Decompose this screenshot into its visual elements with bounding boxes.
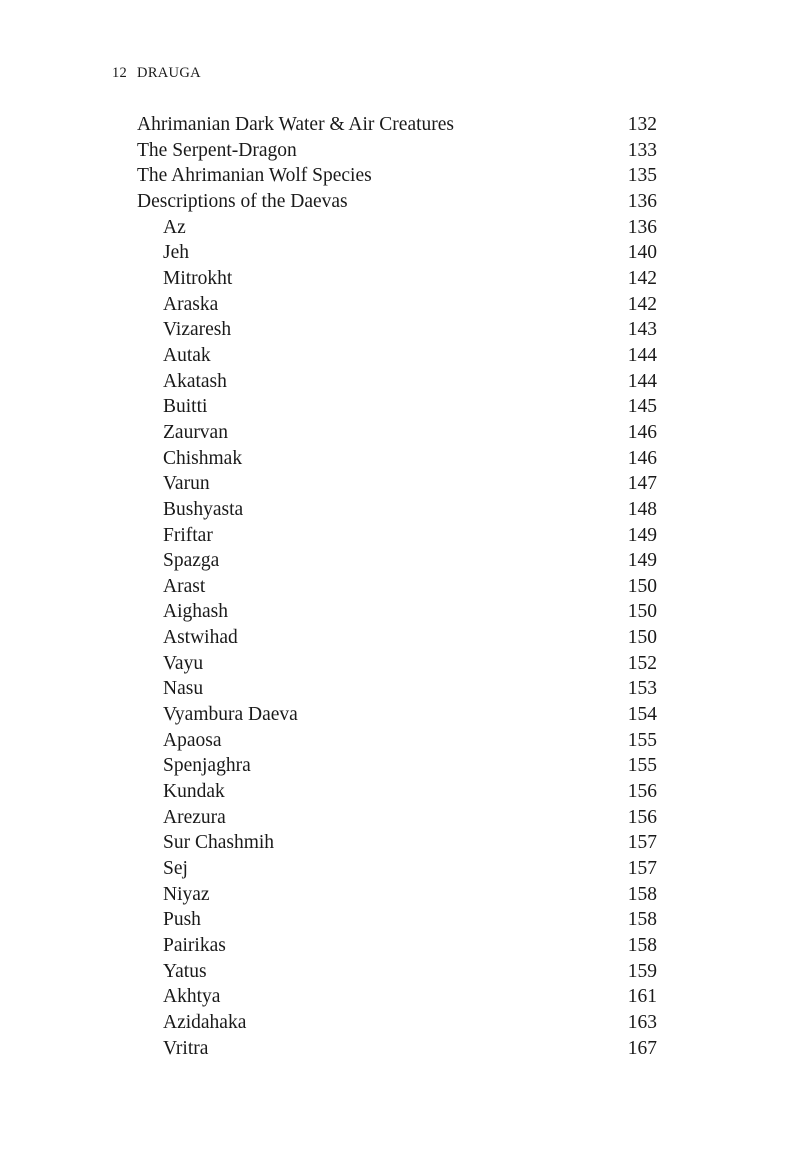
toc-entry-title: Apaosa [163,729,222,751]
running-head-title: DRAUGA [137,65,201,81]
toc-entry [137,343,657,369]
toc-entry-title: The Ahrimanian Wolf Species [137,165,372,187]
toc-entry-title: Kundak [163,781,225,803]
toc-entry-title: Sur Chashmih [163,832,275,854]
table-of-contents [137,112,657,1061]
toc-entry [137,240,657,266]
toc-entry-title: Spazga [163,550,220,572]
toc-entry-page-number: 143 [627,319,657,341]
toc-entry [137,728,657,754]
toc-entry-title: Descriptions of the Daevas [137,190,348,212]
toc-entry-title: Nasu [163,678,204,700]
toc-entry-page-number: 156 [627,781,657,803]
toc-entry [137,984,657,1010]
toc-entry-page-number: 163 [627,1011,657,1033]
toc-entry-title: Az [163,216,186,238]
toc-entry-title: Pairikas [163,935,226,956]
toc-entry-title: Buitti [163,396,208,418]
toc-entry-title: Chishmak [163,447,243,469]
toc-entry-page-number: 142 [627,293,657,315]
toc-entry-page-number: 149 [627,550,657,572]
toc-entry [137,471,657,497]
toc-entry [137,702,657,728]
toc-entry-title: Vizaresh [163,319,232,341]
toc-entry-title: Friftar [163,524,213,546]
toc-entry-page-number: 152 [627,652,657,674]
toc-entry [137,266,657,292]
toc-entry [137,497,657,523]
toc-entry-page-number: 154 [627,704,657,726]
toc-entry-title: Zaurvan [163,421,228,443]
toc-entry [137,651,657,677]
toc-entry-page-number: 142 [627,267,657,289]
toc-entry-title: Yatus [163,960,207,982]
toc-entry-page-number: 132 [627,114,657,135]
toc-entry [137,548,657,574]
toc-entry-page-number: 147 [627,473,657,495]
toc-entry-page-number: 157 [627,858,657,880]
toc-entry [137,292,657,318]
toc-entry-page-number: 167 [627,1037,657,1059]
toc-entry-page-number: 155 [627,729,657,751]
toc-entry [137,574,657,600]
toc-entry-page-number: 145 [627,396,657,418]
toc-entry-page-number: 135 [627,165,657,187]
toc-entry [137,112,657,138]
toc-entry-title: Vritra [163,1037,209,1059]
toc-entry [137,959,657,985]
toc-entry-title: Sej [163,858,188,880]
running-head [112,64,201,82]
toc-entry-page-number: 150 [627,601,657,623]
toc-entry-page-number: 156 [627,806,657,828]
toc-entry [137,138,657,164]
toc-entry-title: Aighash [163,601,228,623]
toc-entry [137,1010,657,1036]
toc-entry-page-number: 153 [627,678,657,700]
toc-entry [137,394,657,420]
toc-entry-page-number: 146 [627,421,657,443]
toc-entry-page-number: 146 [627,447,657,469]
toc-entry-page-number: 144 [627,370,657,392]
toc-entry-page-number: 159 [627,960,657,982]
toc-entry [137,420,657,446]
toc-entry-page-number: 157 [627,832,657,854]
toc-entry [137,856,657,882]
toc-entry-title: Autak [163,344,211,366]
toc-entry [137,882,657,908]
toc-entry [137,1036,657,1062]
toc-entry-page-number: 136 [627,190,657,212]
toc-entry-title: The Serpent-Dragon [137,139,297,161]
toc-entry-title: Bushyasta [163,498,244,520]
toc-entry [137,933,657,959]
toc-entry [137,446,657,472]
toc-entry-title: Akhtya [163,986,221,1008]
toc-entry [137,625,657,651]
toc-entry-page-number: 158 [627,909,657,931]
toc-entry-title: Vayu [163,652,204,674]
toc-entry-page-number: 140 [627,242,657,264]
toc-entry [137,163,657,189]
toc-entry-title: Ahrimanian Dark Water & Air Creatures [137,114,455,135]
toc-entry-title: Niyaz [163,883,210,905]
toc-entry [137,779,657,805]
toc-entry-page-number: 133 [627,139,657,161]
toc-entry [137,189,657,215]
toc-entry-title: Jeh [163,242,189,264]
toc-entry-title: Mitrokht [163,267,233,289]
toc-entry-title: Varun [163,473,210,495]
toc-entry-page-number: 150 [627,627,657,649]
toc-entry [137,676,657,702]
toc-entry-page-number: 161 [627,986,657,1008]
toc-entry [137,599,657,625]
toc-entry-page-number: 149 [627,524,657,546]
toc-entry [137,215,657,241]
toc-entry-title: Akatash [163,370,227,392]
toc-entry-title: Arezura [163,806,226,828]
toc-entry-title: Vyambura Daeva [163,704,298,726]
toc-entry-title: Araska [163,293,219,315]
toc-entry [137,830,657,856]
toc-entry-title: Azidahaka [163,1011,247,1033]
page-number: 12 [112,65,128,81]
toc-entry-title: Arast [163,575,206,597]
toc-entry-title: Push [163,909,201,931]
toc-entry-page-number: 150 [627,575,657,597]
toc-entry-page-number: 136 [627,216,657,238]
toc-entry [137,753,657,779]
toc-entry [137,317,657,343]
toc-entry [137,907,657,933]
toc-entry-title: Spenjaghra [163,755,251,777]
toc-entry-page-number: 158 [627,935,657,956]
toc-entry-page-number: 144 [627,344,657,366]
toc-entry-page-number: 148 [627,498,657,520]
toc-entry-page-number: 158 [627,883,657,905]
toc-entry [137,523,657,549]
toc-entry-page-number: 155 [627,755,657,777]
toc-entry [137,369,657,395]
toc-entry [137,805,657,831]
toc-entry-title: Astwihad [163,627,238,649]
